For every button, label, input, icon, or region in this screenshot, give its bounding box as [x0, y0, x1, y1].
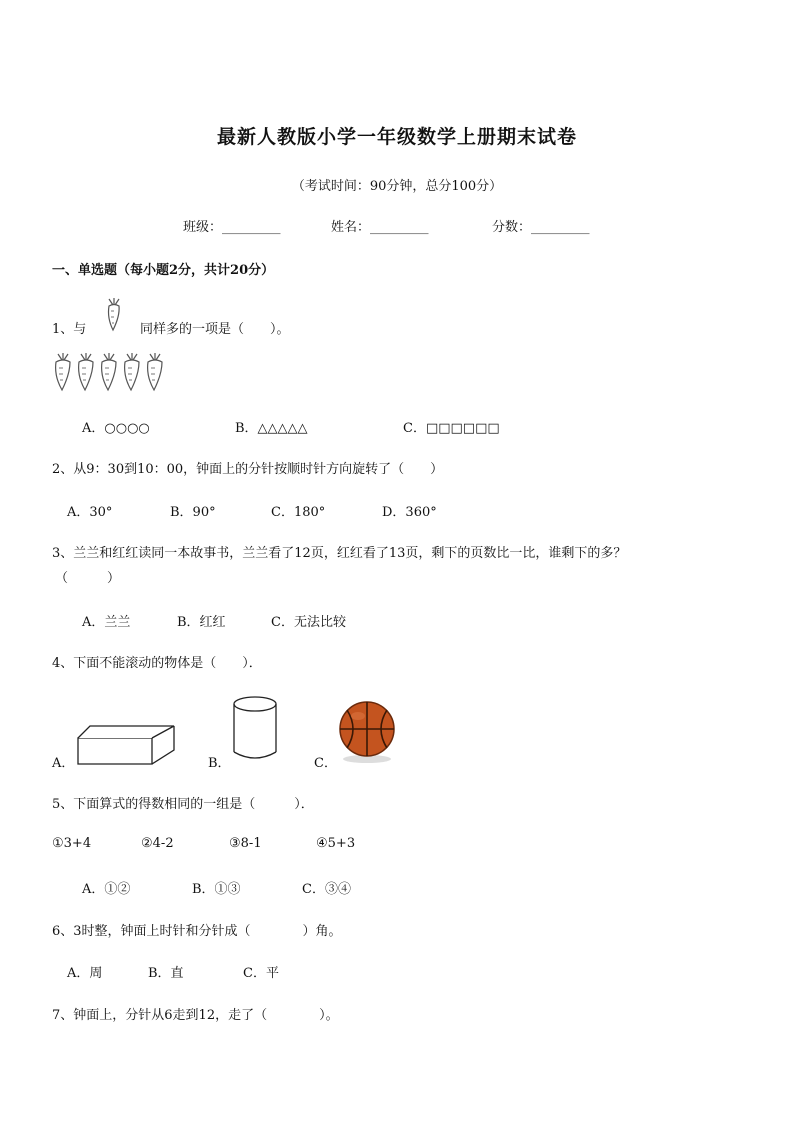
q4-option-b-label: B．	[208, 756, 231, 771]
basketball-icon	[336, 698, 400, 766]
q3-option-a: A．兰兰	[82, 615, 131, 630]
name-field: 姓名：_________	[331, 220, 429, 235]
cylinder-icon	[230, 694, 280, 764]
carrot-group	[52, 352, 170, 392]
q6-stem: 6、3时整，钟面上时针和分针成（ ）角。	[52, 924, 342, 939]
q6-option-b: B．直	[148, 966, 184, 981]
q1-stem-prefix: 1、与	[52, 322, 87, 337]
q3-answer-blank: （ ）	[55, 571, 121, 586]
q1-stem-suffix: 同样多的一项是（ ）。	[140, 322, 290, 337]
q3-option-c: C．无法比较	[271, 615, 346, 630]
q5-option-c: C．③④	[302, 882, 351, 897]
q5-stem: 5、下面算式的得数相同的一组是（ ）．	[52, 797, 314, 812]
score-field: 分数：_________	[492, 220, 590, 235]
q6-option-a: A．周	[67, 966, 103, 981]
class-field: 班级：_________	[183, 220, 281, 235]
q5-option-a: A．①②	[82, 882, 131, 897]
exam-subtitle: （考试时间：90分钟，总分100分）	[291, 179, 503, 194]
q2-option-b: B．90°	[170, 505, 216, 520]
q3-stem: 3、兰兰和红红读同一本故事书，兰兰看了12页，红红看了13页，剩下的页数比一比，谁剩下的多？	[52, 546, 627, 561]
cuboid-icon	[76, 724, 178, 766]
q2-option-c: C．180°	[271, 505, 326, 520]
q1-option-b: B．△△△△△	[235, 421, 308, 436]
q2-option-a: A．30°	[67, 505, 113, 520]
q2-option-d: D．360°	[382, 505, 437, 520]
q4-stem: 4、下面不能滚动的物体是（ ）．	[52, 656, 262, 671]
q1-option-c: C．□□□□□□	[403, 421, 500, 436]
section-heading: 一、单选题（每小题2分，共计20分）	[52, 263, 275, 278]
q5-expression-4: ④5+3	[316, 836, 356, 851]
q5-option-b: B．①③	[192, 882, 241, 897]
q6-option-c: C．平	[243, 966, 279, 981]
q1-option-a: A．○○○○	[82, 421, 150, 436]
q4-option-c-label: C．	[314, 756, 337, 771]
q3-option-b: B．红红	[177, 615, 226, 630]
carrot-icon	[103, 298, 125, 332]
q5-expression-2: ②4-2	[141, 836, 174, 851]
page-title: 最新人教版小学一年级数学上册期末试卷	[216, 126, 577, 148]
q5-expression-1: ①3+4	[52, 836, 92, 851]
q2-stem: 2、从9：30到10：00，钟面上的分针按顺时针方向旋转了（ ）	[52, 462, 444, 477]
q5-expression-3: ③8-1	[229, 836, 262, 851]
q4-option-a-label: A．	[52, 756, 75, 771]
q7-stem: 7、钟面上，分针从6走到12，走了（ ）。	[52, 1008, 339, 1023]
